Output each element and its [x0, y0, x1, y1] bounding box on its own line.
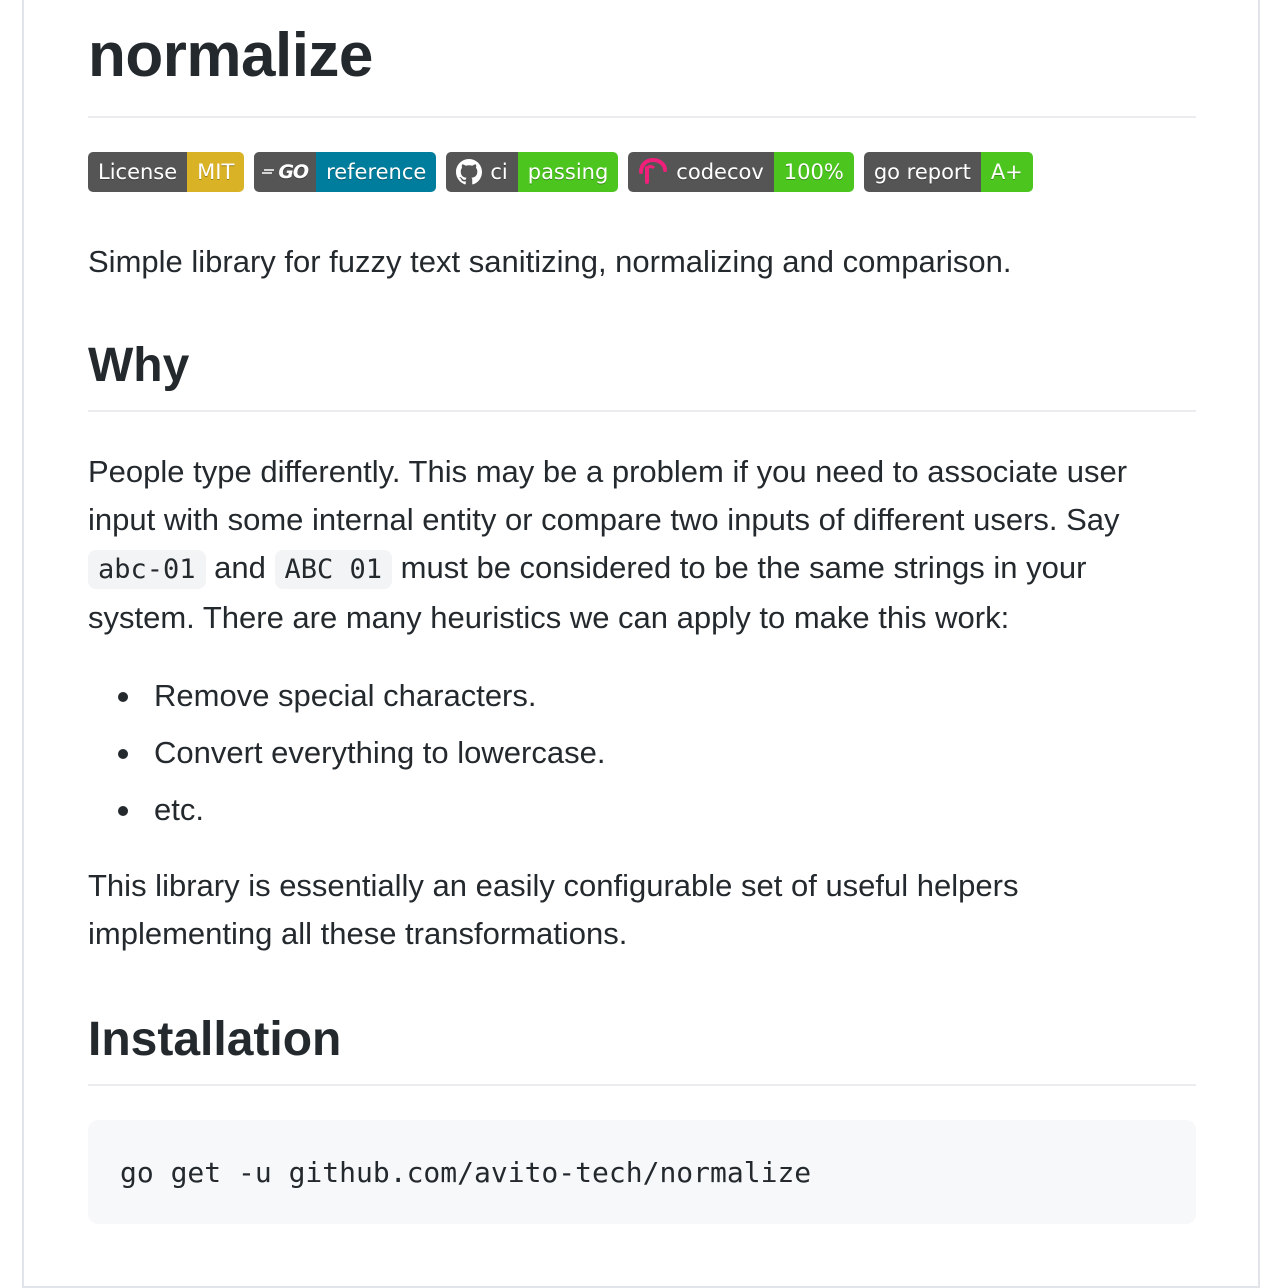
- list-item: Convert everything to lowercase.: [118, 729, 1196, 777]
- ci-badge-label: ci: [490, 160, 508, 184]
- codecov-badge[interactable]: [628, 152, 854, 192]
- code-abc-01: abc-01: [88, 550, 206, 589]
- ci-badge-value: passing: [518, 152, 619, 192]
- go-report-badge-value: A+: [981, 152, 1033, 192]
- heuristics-list: [118, 672, 1196, 834]
- readme-content: [88, 0, 1196, 1224]
- go-report-badge-label: go report: [864, 152, 981, 192]
- list-item: Remove special characters.: [118, 672, 1196, 720]
- go-report-badge[interactable]: [864, 152, 1033, 192]
- readme-frame: [22, 0, 1260, 1288]
- license-badge[interactable]: [88, 152, 244, 192]
- codecov-icon: [638, 158, 668, 186]
- ci-badge[interactable]: [446, 152, 618, 192]
- go-speed-lines-icon: [262, 167, 276, 177]
- license-badge-value: MIT: [187, 152, 244, 192]
- why-paragraph: People type differently. This may be a problem if you need to associate user input with some internal entity or compare two inputs of different users. Say abc-01 and ABC 01 must be considered to be the same strings in your system. There are many heuristics we can apply to make this work:: [88, 454, 1128, 635]
- go-reference-badge[interactable]: [254, 152, 436, 192]
- installation-heading: Installation: [88, 1010, 1196, 1086]
- badge-row: [88, 152, 1196, 192]
- go-logo-icon: GO: [254, 152, 316, 192]
- codecov-badge-label: codecov: [676, 160, 764, 184]
- license-badge-label: License: [88, 152, 187, 192]
- github-icon: [456, 159, 482, 185]
- why-heading: Why: [88, 336, 1196, 412]
- page-title: normalize: [88, 0, 1196, 118]
- install-code-block[interactable]: go get -u github.com/avito-tech/normalize: [88, 1120, 1196, 1224]
- go-reference-badge-value: reference: [316, 152, 436, 192]
- summary-text: This library is essentially an easily configurable set of useful helpers implementing all these transformations.: [88, 868, 1019, 951]
- list-item: etc.: [118, 786, 1196, 834]
- intro-text: Simple library for fuzzy text sanitizing, normalizing and comparison.: [88, 244, 1012, 279]
- codecov-badge-value: 100%: [774, 152, 854, 192]
- code-abc-01-upper: ABC 01: [275, 550, 393, 589]
